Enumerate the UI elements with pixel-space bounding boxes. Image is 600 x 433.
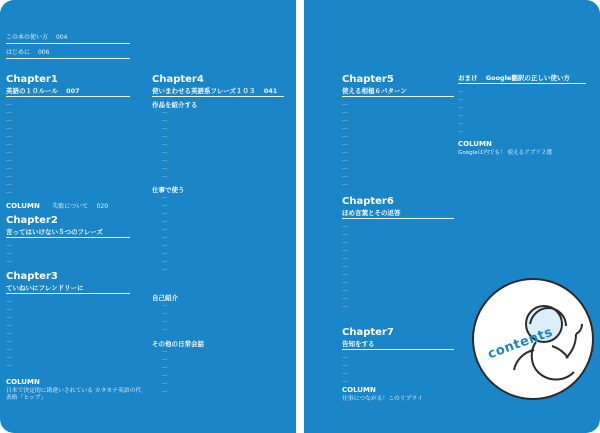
toc-entry-placeholder: … (6, 117, 12, 123)
toc-entry-placeholder: … (162, 310, 168, 316)
group-title: 自己紹介 (152, 294, 178, 302)
chapter-heading: Chapter6 (342, 196, 394, 207)
omake-text-placeholder: … (458, 104, 464, 110)
toc-entry-placeholder: … (6, 354, 12, 360)
toc-entry-placeholder: … (6, 181, 12, 187)
toc-entry-placeholder: … (6, 141, 12, 147)
toc-entry-placeholder: … (342, 247, 348, 253)
chapter-heading: Chapter7 (342, 327, 394, 338)
toc-entry-placeholder: … (6, 346, 12, 352)
toc-entry-placeholder: … (6, 330, 12, 336)
toc-entry-placeholder: … (162, 326, 168, 332)
toc-line (6, 34, 67, 41)
toc-entry-placeholder: … (162, 109, 168, 115)
toc-entry-placeholder: … (162, 125, 168, 131)
toc-entry-placeholder: … (342, 271, 348, 277)
left-page (0, 0, 296, 433)
toc-rule (6, 43, 130, 44)
toc-entry-placeholder: … (162, 250, 168, 256)
toc-entry-placeholder: … (342, 362, 348, 368)
chapter-title: 英語の１０ルール 007 (6, 87, 80, 95)
toc-entry-placeholder: … (162, 348, 168, 354)
toc-page: 006 (37, 49, 50, 56)
toc-entry-placeholder: … (342, 109, 348, 115)
chapter-heading: Chapter3 (6, 271, 58, 282)
toc-entry-placeholder: … (162, 318, 168, 324)
toc-entry-placeholder: … (342, 370, 348, 376)
toc-entry-placeholder: … (342, 101, 348, 107)
toc-entry-placeholder: … (162, 157, 168, 163)
toc-line (6, 49, 49, 56)
chapter-rule (152, 96, 284, 97)
column-heading: COLUMN (342, 386, 376, 394)
toc-entry-placeholder: … (342, 117, 348, 123)
toc-entry-placeholder: … (6, 149, 12, 155)
toc-entry-placeholder: … (162, 302, 168, 308)
toc-entry-placeholder: … (342, 231, 348, 237)
toc-label: この本の使い方 (6, 34, 49, 41)
group-title: 作品を紹介する (152, 101, 198, 109)
chapter-title: 使える相槌６パターン (342, 87, 407, 95)
toc-entry-placeholder: … (342, 173, 348, 179)
toc-entry-placeholder: … (342, 303, 348, 309)
toc-entry-placeholder: … (342, 157, 348, 163)
toc-entry-placeholder: … (162, 372, 168, 378)
column-heading: COLUMN (458, 140, 492, 148)
chapter-title: 告知をする (342, 340, 375, 348)
toc-entry-placeholder: … (342, 263, 348, 269)
toc-entry-placeholder: … (162, 149, 168, 155)
toc-entry-placeholder: … (342, 378, 348, 384)
toc-entry-placeholder: … (6, 322, 12, 328)
chapter-rule (6, 293, 130, 294)
toc-entry-placeholder: … (342, 141, 348, 147)
chapter-title: 使いまわせる英語系フレーズ１０３ 041 (152, 87, 278, 95)
toc-entry-placeholder: … (6, 125, 12, 131)
toc-entry-placeholder: … (6, 258, 12, 264)
chapter-rule (342, 349, 454, 350)
chapter-heading: Chapter5 (342, 74, 394, 85)
toc-entry-placeholder: … (6, 250, 12, 256)
toc-entry-placeholder: … (6, 362, 12, 368)
contents-label: contents (485, 324, 556, 363)
toc-entry-placeholder: … (342, 279, 348, 285)
toc-entry-placeholder: … (162, 258, 168, 264)
omake-text-placeholder: … (458, 128, 464, 134)
omake-text-placeholder: … (458, 88, 464, 94)
toc-entry-placeholder: … (162, 364, 168, 370)
chapter-rule (6, 237, 130, 238)
toc-entry-placeholder: … (6, 173, 12, 179)
chapter-heading: Chapter4 (152, 74, 204, 85)
toc-entry-placeholder: … (342, 181, 348, 187)
toc-entry-placeholder: … (342, 165, 348, 171)
toc-entry-placeholder: … (162, 210, 168, 216)
chapter-rule (342, 218, 454, 219)
toc-entry-placeholder: … (342, 133, 348, 139)
toc-entry-placeholder: … (342, 255, 348, 261)
toc-entry-placeholder: … (162, 380, 168, 386)
chapter-title: ていねいにフレンドリーに (6, 284, 84, 292)
toc-entry-placeholder: … (342, 354, 348, 360)
toc-page: 004 (55, 34, 68, 41)
toc-entry-placeholder: … (6, 189, 12, 195)
toc-entry-placeholder: … (6, 314, 12, 320)
toc-entry-placeholder: … (162, 165, 168, 171)
toc-entry-placeholder: … (342, 223, 348, 229)
toc-entry-placeholder: … (6, 165, 12, 171)
chapter-rule (6, 96, 130, 97)
toc-entry-placeholder: … (6, 306, 12, 312)
toc-entry-placeholder: … (162, 234, 168, 240)
toc-entry-placeholder: … (6, 298, 12, 304)
contents-badge (472, 278, 594, 400)
toc-entry-placeholder: … (6, 101, 12, 107)
group-title: 仕事で使う (152, 186, 185, 194)
toc-entry-placeholder: … (162, 356, 168, 362)
toc-entry-placeholder: … (162, 173, 168, 179)
toc-entry-placeholder: … (162, 388, 168, 394)
toc-entry-placeholder: … (342, 295, 348, 301)
chapter-heading: Chapter1 (6, 74, 58, 85)
toc-entry-placeholder: … (342, 149, 348, 155)
toc-entry-placeholder: … (6, 157, 12, 163)
toc-entry-placeholder: … (162, 226, 168, 232)
toc-entry-placeholder: … (6, 109, 12, 115)
chapter-title: 言ってはいけない５つのフレーズ (6, 228, 103, 236)
toc-entry-placeholder: … (6, 338, 12, 344)
toc-entry-placeholder: … (162, 242, 168, 248)
toc-entry-placeholder: … (6, 242, 12, 248)
toc-entry-placeholder: … (162, 266, 168, 272)
column-text: Googleは内でも！ 使えるアプリ２選 (458, 150, 552, 156)
toc-rule (6, 58, 130, 59)
group-title: その他の日常会話 (152, 340, 204, 348)
toc-entry-placeholder: … (342, 287, 348, 293)
toc-label: はじめに (6, 49, 31, 56)
column-text: 日本で決定的に勘違いされている カタカナ英語の代表格「ヒップ」 (6, 388, 142, 401)
column-heading: COLUMN 失敗について 020 (6, 202, 109, 210)
chapter-title: ほめ言葉とその返答 (342, 209, 401, 217)
column-heading: COLUMN (6, 378, 40, 386)
toc-entry-placeholder: … (162, 194, 168, 200)
chapter-rule (342, 96, 454, 97)
page-gutter (296, 0, 304, 433)
column-text: 仕事につながる！このリプライ (342, 396, 423, 402)
toc-entry-placeholder: … (342, 125, 348, 131)
toc-entry-placeholder: … (162, 133, 168, 139)
omake-text-placeholder: … (458, 96, 464, 102)
toc-entry-placeholder: … (162, 117, 168, 123)
omake-text-placeholder: … (458, 120, 464, 126)
toc-entry-placeholder: … (6, 133, 12, 139)
omake-heading: おまけ Google翻訳の正しい使い方 (458, 74, 570, 82)
toc-entry-placeholder: … (162, 202, 168, 208)
toc-entry-placeholder: … (162, 218, 168, 224)
toc-entry-placeholder: … (342, 239, 348, 245)
chapter-heading: Chapter2 (6, 215, 58, 226)
omake-rule (458, 83, 586, 84)
omake-text-placeholder: … (458, 112, 464, 118)
toc-entry-placeholder: … (162, 141, 168, 147)
